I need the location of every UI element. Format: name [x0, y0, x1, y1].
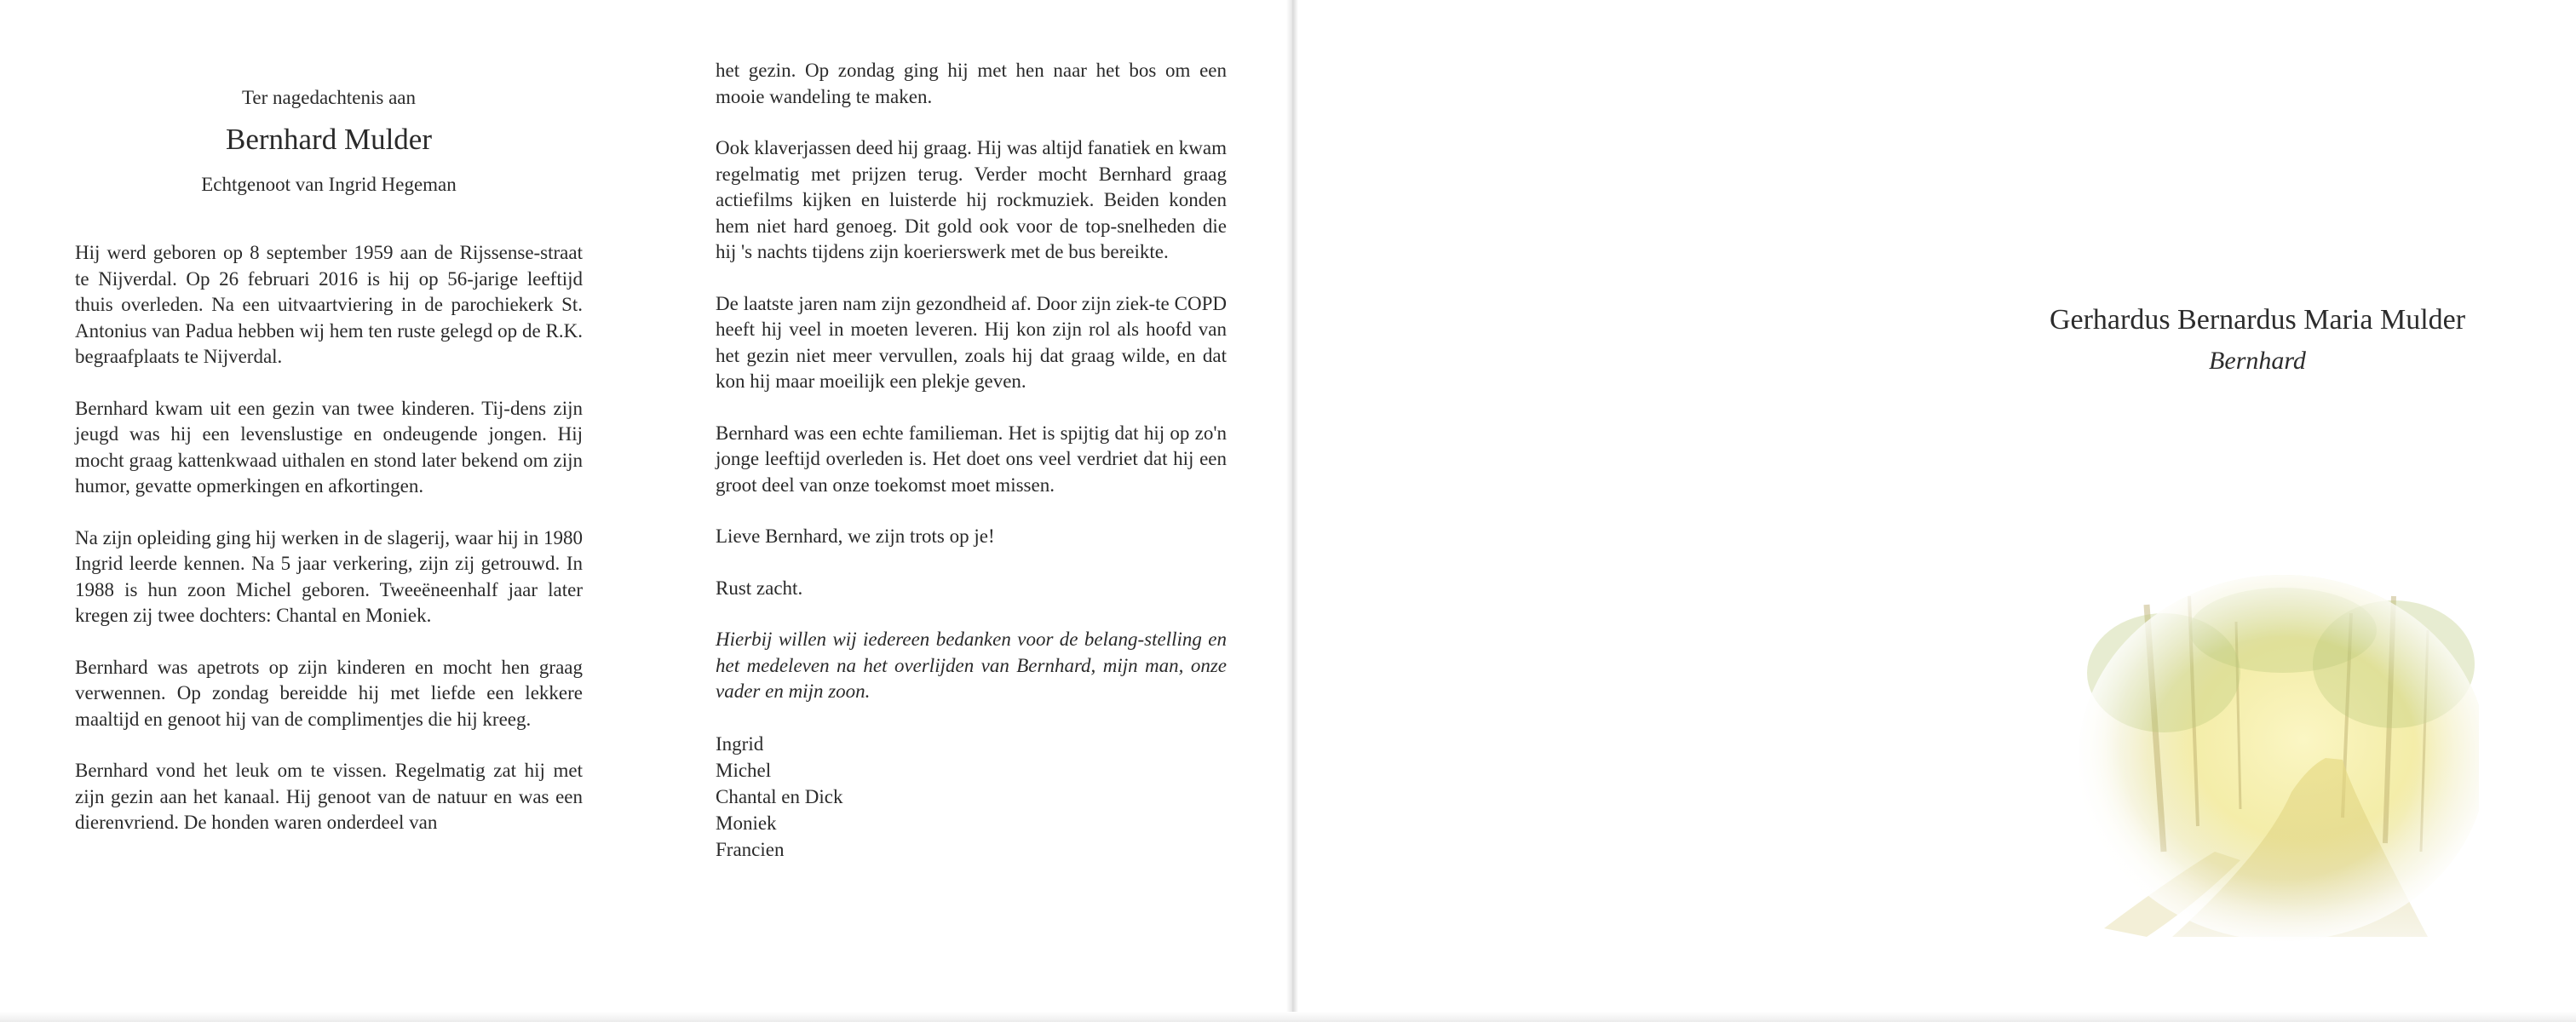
memorial-intro: Ter nagedachtenis aan [241, 87, 416, 108]
biography-paragraph: het gezin. Op zondag ging hij met hen naar het bos om een mooie wandeling te maken. [716, 60, 1227, 107]
spouse-line: Echtgenoot van Ingrid Hegeman [201, 174, 457, 195]
cover-full-name: Gerhardus Bernardus Maria Mulder [2049, 304, 2466, 336]
forest-path-icon [2070, 571, 2479, 945]
fold-crease [1286, 0, 1298, 1022]
farewell-line: Lieve Bernhard, we zijn trots op je! [716, 525, 995, 547]
biography-paragraph: De laatste jaren nam zijn gezondheid af. Door zijn ziek-te COPD heeft hij veel in moeten leveren. Hij kon zijn rol als hoofd van het gezin niet meer vervullen, zoals hij dat graag wilde, en dat kon hij maar moeilijk een plekje geven. [716, 292, 1227, 392]
biography-paragraph: Ook klaverjassen deed hij graag. Hij was altijd fanatiek en kwam regelmatig met prijzen terug. Verder mocht Bernhard graag actiefilms kijken en luisterde hij rockmuziek. Beiden konden hem niet hard genoeg. Dit gold ook voor de top-snelheden die hij 's nachts tijdens zijn koerierswerk met de bus bereikte. [716, 137, 1227, 262]
biography-paragraph: Bernhard was een echte familieman. Het is spijtig dat hij op zo'n jonge leeftijd overleden is. Het doet ons veel verdriet dat hij een groot deel van onze toekomst moet missen. [716, 422, 1227, 496]
signature-name: Moniek [716, 812, 777, 834]
left-page [75, 85, 583, 862]
signature-name: Ingrid [716, 732, 764, 755]
cover-nickname: Bernhard [2209, 347, 2306, 375]
thanks-paragraph: Hierbij willen wij iedereen bedanken voor de belang-stelling en het medeleven na het overlijden van Bernhard, mijn man, onze vader en mijn zoon. [716, 629, 1227, 702]
signature-name: Chantal en Dick [716, 785, 843, 807]
biography-paragraph: Na zijn opleiding ging hij werken in de slagerij, waar hij in 1980 Ingrid leerde kennen. Na 5 jaar verkering, zijn zij getrouwd. In 1988 is hun zoon Michel geboren. Tweeëneenhalf jaar later kregen zij twee dochters: Chantal en Moniek. [75, 526, 583, 626]
middle-page [716, 58, 1227, 863]
signature-name: Michel [716, 759, 772, 781]
deceased-name: Bernhard Mulder [225, 123, 432, 156]
biography-paragraph: Bernhard kwam uit een gezin van twee kinderen. Tij-dens zijn jeugd was hij een levenslustige en ondeugende jongen. Hij mocht graag kattenkwaad uithalen en stond later bekend om zijn humor, gevatte opmerkingen en afkortingen. [75, 397, 583, 497]
biography-paragraph: Hij werd geboren op 8 september 1959 aan de Rijssense-straat te Nijverdal. Op 26 februari 2016 is hij op 56-jarige leeftijd thuis overleden. Na een uitvaartviering in de parochiekerk St. Antonius van Padua hebben wij hem ten ruste gelegd op de R.K. begraafplaats te Nijverdal. [75, 242, 583, 367]
rest-line: Rust zacht. [716, 577, 803, 599]
biography-paragraph: Bernhard vond het leuk om te vissen. Regelmatig zat hij met zijn gezin aan het kanaal. Hij genoot van de natuur en was een dierenvriend. De honden waren onderdeel van [75, 760, 583, 833]
signature-name: Francien [716, 838, 785, 860]
biography-paragraph: Bernhard was apetrots op zijn kinderen en mocht hen graag verwennen. Op zondag bereidde hij met liefde een lekkere maaltijd en genoot hij van de complimentjes die hij kreeg. [75, 656, 583, 730]
signature-list [716, 731, 1227, 863]
card-edge [0, 1012, 2576, 1022]
